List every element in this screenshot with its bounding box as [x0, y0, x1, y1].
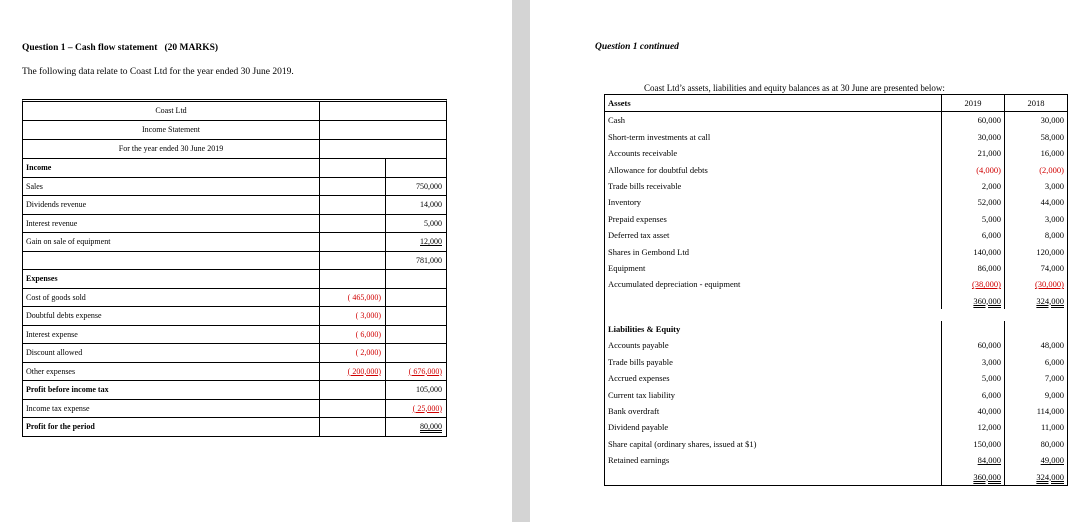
balance-row-label: Trade bills receivable — [608, 180, 682, 191]
balance-2019-value: 21,000 — [977, 148, 1001, 159]
balance-row-2018 — [1004, 419, 1067, 435]
balance-row-2018 — [1004, 112, 1067, 128]
balance-2018-value: 48,000 — [1040, 340, 1064, 351]
balance-2019-value: 5,000 — [981, 213, 1001, 224]
income-row-total-value: 781,000 — [416, 255, 442, 265]
balance-row-2019 — [941, 293, 1004, 309]
income-row-total — [386, 326, 446, 344]
income-row — [23, 215, 446, 234]
balance-row-label: Accrued expenses — [608, 373, 670, 384]
year-2018-heading: 2018 — [1004, 95, 1067, 111]
question-marks: (20 MARKS) — [164, 43, 219, 53]
income-row — [23, 326, 446, 345]
income-row-total — [386, 418, 446, 436]
balance-row-label: Equipment — [608, 262, 646, 273]
balance-row-label: Current tax liability — [608, 389, 676, 400]
income-row-label: Interest revenue — [23, 215, 320, 233]
balance-row-label: Allowance for doubtful debts — [608, 164, 708, 175]
income-row — [23, 363, 446, 382]
balance-2018-value: (30,000) — [1034, 279, 1064, 290]
income-row — [23, 289, 446, 308]
income-row-label: Income — [23, 159, 320, 177]
income-row — [23, 344, 446, 363]
balance-row-2018 — [1004, 354, 1067, 370]
income-row-label: Interest expense — [23, 326, 320, 344]
balance-row — [605, 178, 1067, 194]
balance-2018-value: 11,000 — [1040, 422, 1064, 433]
balance-row — [605, 293, 1067, 309]
balance-row-2019 — [941, 129, 1004, 145]
balance-2018-value: (2,000) — [1039, 164, 1064, 175]
income-row-detail — [320, 381, 386, 399]
income-row-total-value: ( 676,000) — [408, 366, 442, 376]
statement-title-row — [23, 121, 446, 140]
statement-period: For the year ended 30 June 2019 — [23, 140, 320, 158]
balance-2018-value: 44,000 — [1040, 197, 1064, 208]
balance-row-label: Cash — [608, 115, 625, 126]
balance-row-label: Deferred tax asset — [608, 230, 670, 241]
balance-row-label: Dividend payable — [608, 422, 669, 433]
balance-sheet-table — [604, 94, 1068, 486]
income-row-total — [386, 233, 446, 251]
income-row-detail-value: ( 3,000) — [355, 311, 381, 320]
balance-2019-value: 40,000 — [977, 406, 1001, 417]
balance-row — [605, 194, 1067, 210]
balance-row-2018 — [1004, 227, 1067, 243]
balance-row-2019 — [941, 469, 1004, 485]
balance-row — [605, 452, 1067, 468]
balance-2018-value: 30,000 — [1040, 115, 1064, 126]
income-row — [23, 400, 446, 419]
income-row-detail-value: ( 200,000) — [347, 366, 381, 376]
statement-period-row — [23, 140, 446, 159]
income-row-total-value: 12,000 — [420, 237, 442, 246]
balance-2018-value: 80,000 — [1040, 438, 1064, 449]
balance-row — [605, 469, 1067, 485]
balance-2019-value: 30,000 — [977, 131, 1001, 142]
income-row-detail-value: ( 465,000) — [347, 292, 381, 302]
balance-2018-value: 120,000 — [1036, 246, 1064, 257]
income-row-total-value: ( 25,000) — [412, 403, 442, 413]
income-row — [23, 418, 446, 436]
balance-row-2018 — [1004, 194, 1067, 210]
balance-2019-value: 2,000 — [981, 180, 1001, 191]
balance-row — [605, 354, 1067, 370]
income-row-total — [386, 400, 446, 418]
balance-row-label: Accounts receivable — [608, 148, 678, 159]
balance-row-label: Liabilities & Equity — [608, 324, 681, 335]
balance-row-2018 — [1004, 244, 1067, 260]
balance-2019-value: 140,000 — [973, 246, 1001, 257]
balance-2019-value: (38,000) — [971, 279, 1001, 290]
balance-2019-value: 150,000 — [973, 438, 1001, 449]
balance-2018-value: 114,000 — [1036, 406, 1064, 417]
balance-row-2018 — [1004, 387, 1067, 403]
balance-2018-value: 3,000 — [1044, 180, 1064, 191]
balance-row — [605, 370, 1067, 386]
balance-2019-value: 12,000 — [977, 422, 1001, 433]
balance-row-2018 — [1004, 178, 1067, 194]
income-row-detail — [320, 233, 386, 251]
income-row-detail — [320, 178, 386, 196]
balance-row-label: Retained earnings — [608, 455, 670, 466]
balance-2019-value: (4,000) — [976, 164, 1001, 175]
balance-row-2019 — [941, 194, 1004, 210]
balance-row-2018 — [1004, 129, 1067, 145]
balance-2019-value: 6,000 — [981, 389, 1001, 400]
income-statement-rows — [23, 159, 446, 436]
question-title-text: Question 1 – Cash flow statement — [22, 43, 158, 53]
balance-2019-value: 5,000 — [981, 373, 1001, 384]
income-row-total-value: 14,000 — [420, 200, 442, 209]
income-row-detail-value: ( 2,000) — [355, 348, 381, 357]
income-row-detail — [320, 215, 386, 233]
income-row-total-value: 5,000 — [424, 218, 442, 228]
balance-row-2019 — [941, 276, 1004, 292]
balance-row-label: Accumulated depreciation - equipment — [608, 279, 741, 290]
balance-row-2019 — [941, 227, 1004, 243]
balance-row-2019 — [941, 354, 1004, 370]
income-statement-table — [22, 99, 447, 437]
balance-row — [605, 419, 1067, 435]
balance-row — [605, 337, 1067, 353]
income-row — [23, 159, 446, 178]
balance-caption: Coast Ltd’s assets, liabilities and equity balances as at 30 June are presented below: — [644, 83, 945, 93]
balance-2018-value: 9,000 — [1044, 389, 1064, 400]
balance-row-2019 — [941, 387, 1004, 403]
income-row-total — [386, 270, 446, 288]
balance-row-2018 — [1004, 293, 1067, 309]
income-row-detail — [320, 196, 386, 214]
balance-row — [605, 276, 1067, 292]
balance-2019-value: 6,000 — [981, 230, 1001, 241]
balance-2019-value: 3,000 — [981, 356, 1001, 367]
balance-2019-value: 84,000 — [977, 455, 1001, 466]
income-row-total — [386, 215, 446, 233]
income-row — [23, 178, 446, 197]
balance-row-2019 — [941, 370, 1004, 386]
income-row-total — [386, 159, 446, 177]
balance-row — [605, 129, 1067, 145]
balance-row-2019 — [941, 178, 1004, 194]
income-row-detail — [320, 270, 386, 288]
balance-row-2019 — [941, 452, 1004, 468]
year-2019-heading: 2019 — [941, 95, 1004, 111]
balance-row — [605, 321, 1067, 337]
income-row-label: Income tax expense — [23, 400, 320, 418]
income-row-label: Gain on sale of equipment — [23, 233, 320, 251]
income-row-detail — [320, 418, 386, 436]
income-row-total — [386, 289, 446, 307]
income-row — [23, 252, 446, 271]
balance-2018-value: 6,000 — [1044, 356, 1064, 367]
income-row-total — [386, 178, 446, 196]
balance-row-label: Inventory — [608, 197, 642, 208]
income-row-detail — [320, 326, 386, 344]
balance-row-2018 — [1004, 145, 1067, 161]
income-row-total — [386, 363, 446, 381]
balance-row-2019 — [941, 211, 1004, 227]
income-row-total — [386, 344, 446, 362]
balance-row-2018 — [1004, 337, 1067, 353]
balance-row-2018 — [1004, 260, 1067, 276]
balance-2018-value: 8,000 — [1044, 230, 1064, 241]
income-row-detail — [320, 363, 386, 381]
balance-row-2018 — [1004, 276, 1067, 292]
income-row-detail — [320, 400, 386, 418]
income-row-total-value: 80,000 — [420, 422, 442, 431]
balance-2018-value: 324,000 — [1036, 471, 1064, 482]
balance-2018-value: 3,000 — [1044, 213, 1064, 224]
income-row-total — [386, 196, 446, 214]
balance-2019-value: 360,000 — [973, 295, 1001, 306]
page-gutter — [512, 0, 530, 522]
balance-spacer-row — [605, 309, 1067, 321]
income-row-total — [386, 381, 446, 399]
balance-row — [605, 145, 1067, 161]
income-row-total — [386, 252, 446, 270]
income-row-label: Other expenses — [23, 363, 320, 381]
income-row-detail — [320, 159, 386, 177]
income-row-label: Doubtful debts expense — [23, 307, 320, 325]
income-row-label — [23, 252, 320, 270]
balance-row-label: Share capital (ordinary shares, issued at $1) — [608, 438, 757, 449]
income-row — [23, 307, 446, 326]
income-row-detail-value: ( 6,000) — [355, 329, 381, 339]
balance-row-label: Shares in Gembond Ltd — [608, 246, 689, 257]
balance-row-2018 — [1004, 403, 1067, 419]
balance-row-2019 — [941, 112, 1004, 128]
balance-sheet-rows — [605, 112, 1067, 485]
income-row-total — [386, 307, 446, 325]
statement-title: Income Statement — [23, 121, 320, 139]
balance-row — [605, 211, 1067, 227]
income-row-label: Profit for the period — [23, 418, 320, 436]
balance-row-label: Trade bills payable — [608, 356, 673, 367]
balance-row-2019 — [941, 436, 1004, 452]
income-row — [23, 196, 446, 215]
left-page — [0, 0, 512, 522]
income-row-label: Sales — [23, 178, 320, 196]
balance-row-2019 — [941, 403, 1004, 419]
income-statement-header — [23, 102, 446, 121]
balance-row-2018 — [1004, 162, 1067, 178]
income-row-detail — [320, 344, 386, 362]
balance-row-2019 — [941, 337, 1004, 353]
income-row-label: Expenses — [23, 270, 320, 288]
income-row — [23, 233, 446, 252]
right-page — [530, 0, 1083, 522]
income-row-label: Profit before income tax — [23, 381, 320, 399]
balance-row-2019 — [941, 260, 1004, 276]
income-row-label: Discount allowed — [23, 344, 320, 362]
balance-row-2018 — [1004, 211, 1067, 227]
balance-row-2018 — [1004, 321, 1067, 337]
balance-row-label: Short-term investments at call — [608, 131, 711, 142]
balance-row-2018 — [1004, 370, 1067, 386]
balance-2019-value: 60,000 — [977, 115, 1001, 126]
income-row-detail — [320, 307, 386, 325]
balance-row-label: Accounts payable — [608, 340, 669, 351]
assets-heading: Assets — [608, 98, 631, 108]
balance-2018-value: 324,000 — [1036, 295, 1064, 306]
balance-row — [605, 112, 1067, 128]
balance-2018-value: 7,000 — [1044, 373, 1064, 384]
balance-row — [605, 244, 1067, 260]
balance-row-2019 — [941, 244, 1004, 260]
balance-row-2018 — [1004, 436, 1067, 452]
intro-text: The following data relate to Coast Ltd for the year ended 30 June 2019. — [22, 67, 294, 77]
balance-row-2019 — [941, 162, 1004, 178]
income-row — [23, 381, 446, 400]
balance-row-2018 — [1004, 452, 1067, 468]
balance-row-2019 — [941, 145, 1004, 161]
balance-row — [605, 403, 1067, 419]
balance-2018-value: 49,000 — [1040, 455, 1064, 466]
balance-row — [605, 227, 1067, 243]
income-row-label: Cost of goods sold — [23, 289, 320, 307]
income-row-label: Dividends revenue — [23, 196, 320, 214]
balance-row — [605, 436, 1067, 452]
income-row-detail — [320, 289, 386, 307]
question-title — [22, 43, 218, 53]
balance-row-2018 — [1004, 469, 1067, 485]
income-row — [23, 270, 446, 289]
income-row-detail — [320, 252, 386, 270]
balance-2018-value: 16,000 — [1040, 148, 1064, 159]
income-row-total-value: 105,000 — [416, 385, 442, 394]
balance-row-label: Prepaid expenses — [608, 213, 667, 224]
balance-row-2019 — [941, 419, 1004, 435]
balance-row — [605, 387, 1067, 403]
continued-title: Question 1 continued — [595, 42, 679, 52]
balance-2018-value: 58,000 — [1040, 131, 1064, 142]
balance-2019-value: 52,000 — [977, 197, 1001, 208]
balance-2019-value: 360,000 — [973, 471, 1001, 482]
balance-2018-value: 74,000 — [1040, 262, 1064, 273]
company-name: Coast Ltd — [23, 102, 320, 120]
balance-row — [605, 260, 1067, 276]
balance-2019-value: 86,000 — [977, 262, 1001, 273]
income-row-total-value: 750,000 — [416, 181, 442, 191]
balance-header-row — [605, 95, 1067, 112]
balance-row-label: Bank overdraft — [608, 406, 660, 417]
balance-row-2019 — [941, 321, 1004, 337]
balance-2019-value: 60,000 — [977, 340, 1001, 351]
balance-row — [605, 162, 1067, 178]
